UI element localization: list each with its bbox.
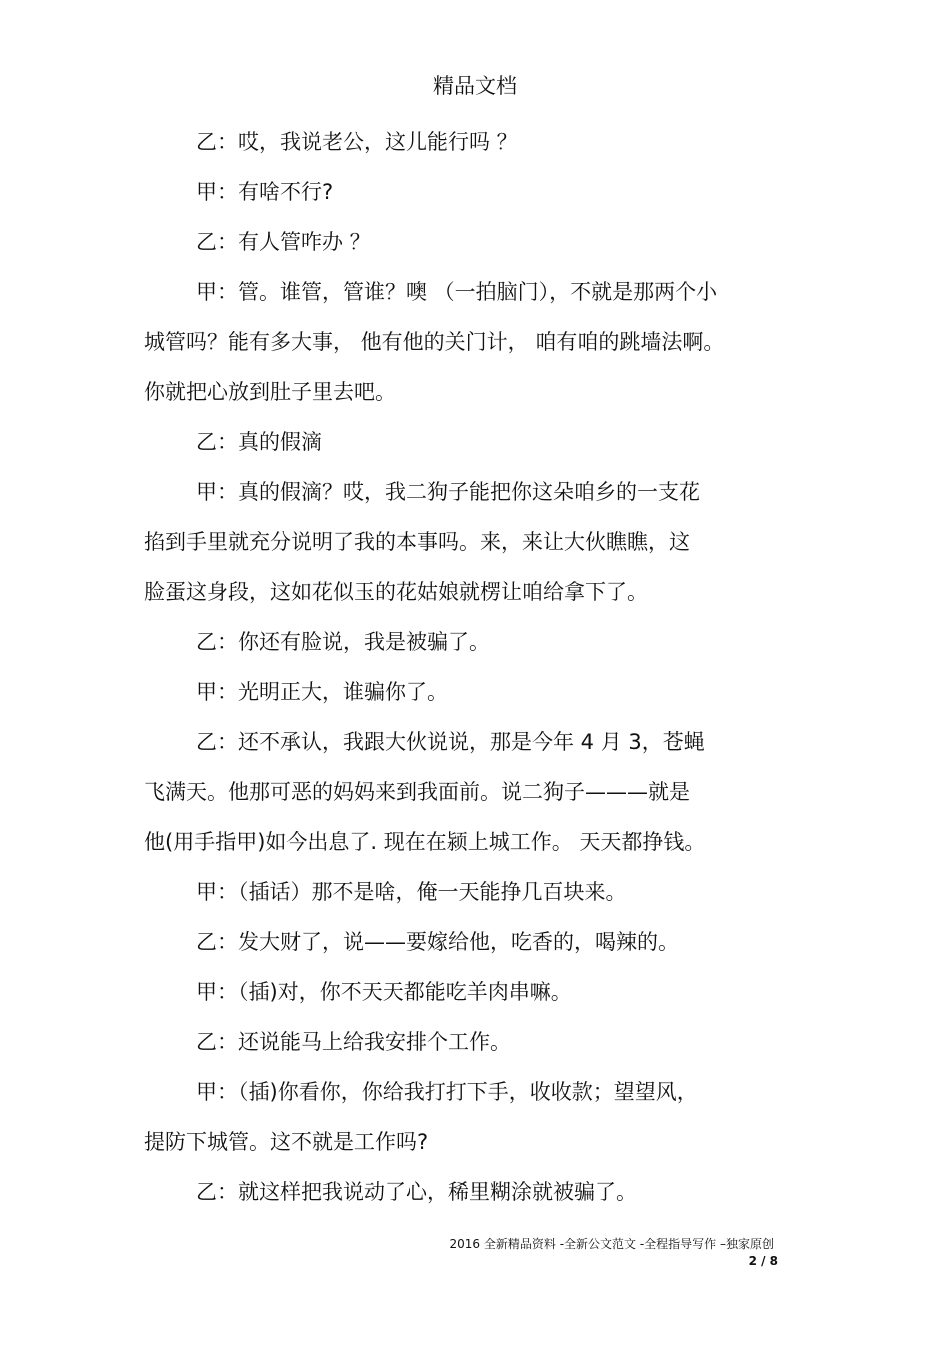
dialogue-line: 甲：管。谁管，管谁？噢 （一拍脑门），不就是那两个小	[196, 280, 718, 304]
dialogue-line: 甲：（插)对，你不天天都能吃羊肉串嘛。	[196, 980, 572, 1004]
dialogue-line: 乙：还说能马上给我安排个工作。	[196, 1030, 511, 1054]
dialogue-line: 乙：哎，我说老公，这儿能行吗 ？	[196, 130, 518, 154]
dialogue-line: 甲：真的假滴？哎，我二狗子能把你这朵咱乡的一支花	[196, 480, 700, 504]
dialogue-line: 乙：你还有脸说，我是被骗了。	[196, 630, 490, 654]
dialogue-line: 他(用手指甲)如今出息了. 现在在颍上城工作。 天天都挣钱。	[144, 830, 706, 854]
dialogue-line: 乙：发大财了，说——要嫁给他，吃香的，喝辣的。	[196, 930, 679, 954]
dialogue-line: 掐到手里就充分说明了我的本事吗。来，来让大伙瞧瞧，这	[144, 530, 690, 554]
dialogue-line: 甲：有啥不行?	[196, 180, 334, 204]
dialogue-line: 甲：光明正大，谁骗你了。	[196, 680, 448, 704]
dialogue-line: 你就把心放到肚子里去吧。	[144, 380, 396, 404]
dialogue-line: 甲：（插话）那不是啥，俺一天能挣几百块来。	[196, 880, 627, 904]
dialogue-line: 乙：还不承认，我跟大伙说说，那是今年 4 月 3，苍蝇	[196, 730, 705, 754]
dialogue-line: 乙：有人管咋办 ？	[196, 230, 371, 254]
dialogue-line: 乙：就这样把我说动了心，稀里糊涂就被骗了。	[196, 1180, 637, 1204]
dialogue-line: 甲：（插)你看你，你给我打打下手，收收款；望望风，	[196, 1080, 698, 1104]
page-header: 精品文档	[433, 74, 517, 98]
dialogue-line: 城管吗？能有多大事， 他有他的关门计， 咱有咱的跳墙法啊。	[144, 330, 725, 354]
dialogue-line: 脸蛋这身段，这如花似玉的花姑娘就楞让咱给拿下了。	[144, 580, 648, 604]
dialogue-line: 飞满天。他那可恶的妈妈来到我面前。说二狗子———就是	[144, 780, 690, 804]
page-number: 2 / 8	[748, 1254, 778, 1268]
dialogue-line: 乙：真的假滴	[196, 430, 322, 454]
dialogue-line: 提防下城管。这不就是工作吗?	[144, 1130, 429, 1154]
page-footer: 2016 全新精品资料 -全新公文范文 -全程指导写作 –独家原创	[449, 1237, 774, 1251]
